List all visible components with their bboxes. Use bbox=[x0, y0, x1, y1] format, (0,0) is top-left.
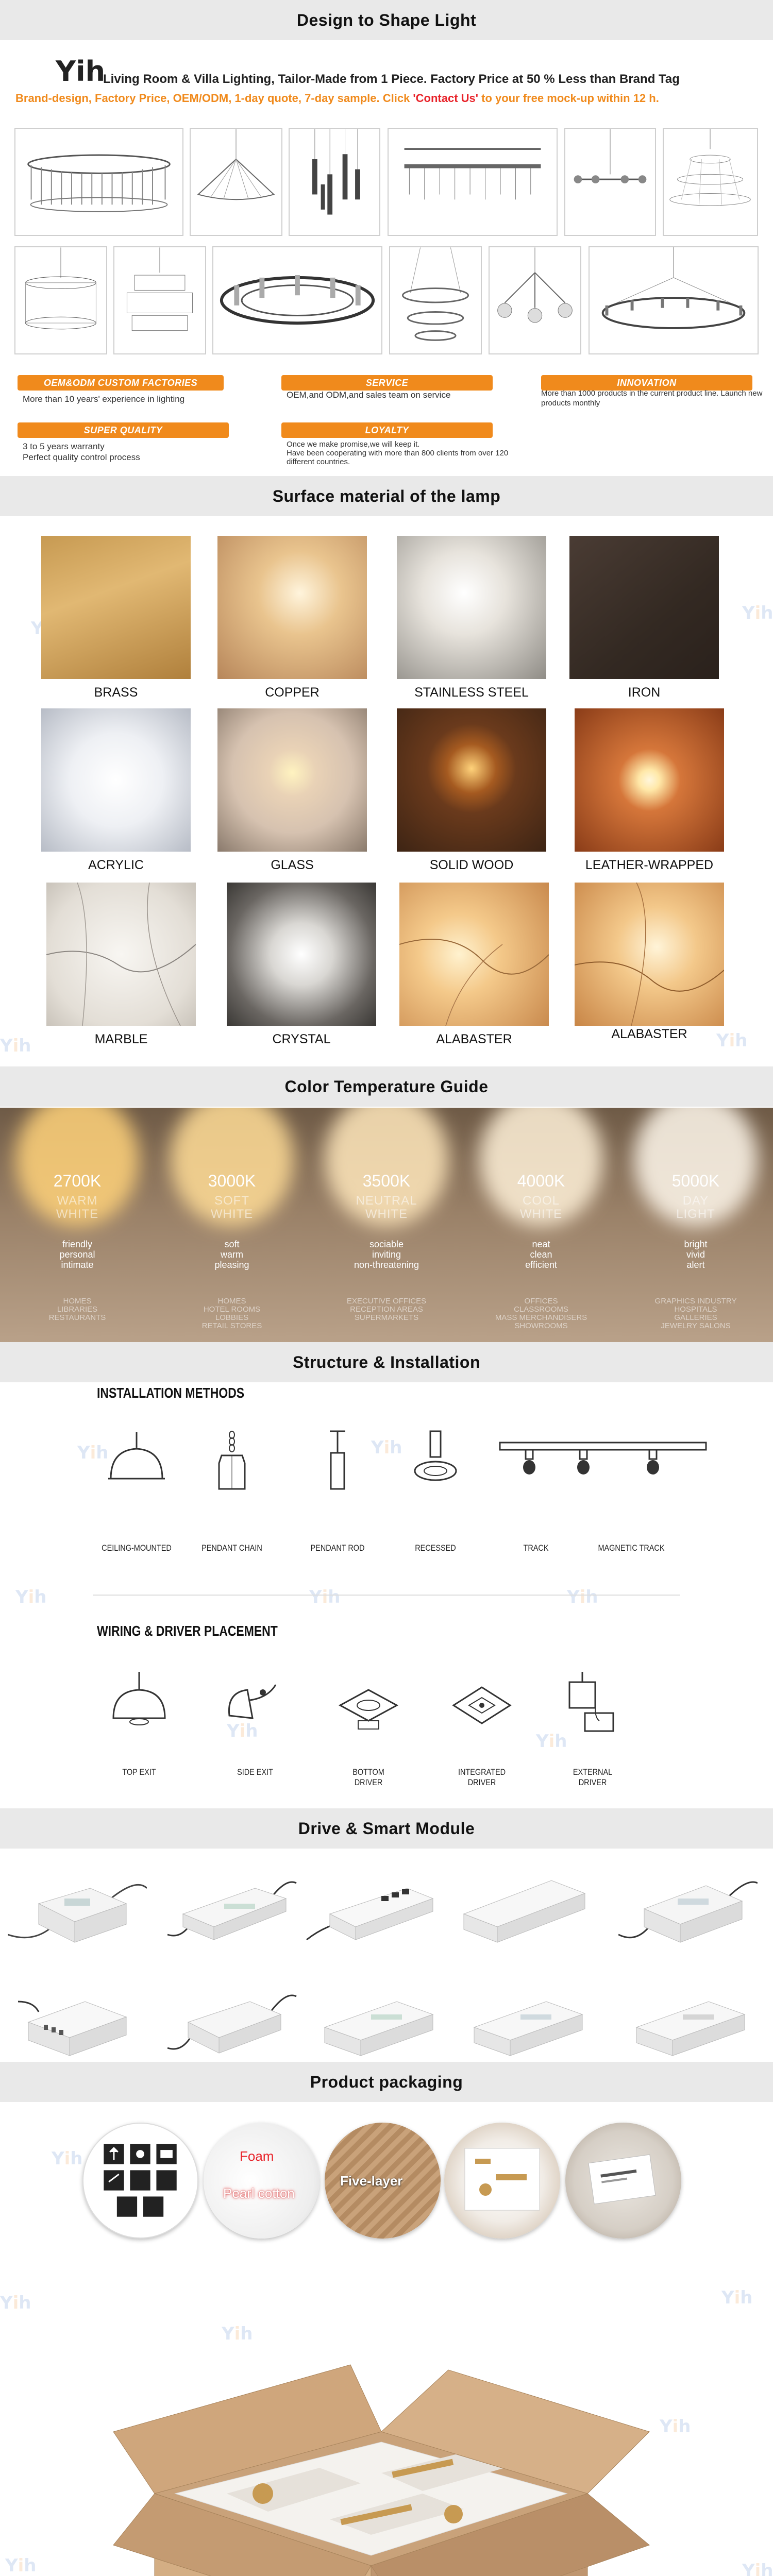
watermark-logo: Yih bbox=[52, 2148, 83, 2169]
temp-name: DAY LIGHT bbox=[676, 1194, 715, 1221]
driver-module-image bbox=[162, 1971, 301, 2074]
temp-name: WARM WHITE bbox=[56, 1194, 99, 1221]
wiring-title: WIRING & DRIVER PLACEMENT bbox=[97, 1623, 278, 1639]
feature-title-oem: OEM&ODM CUSTOM FACTORIES bbox=[18, 375, 224, 391]
driver-module-image bbox=[453, 1857, 593, 1960]
temp-feel: friendly personal intimate bbox=[59, 1239, 95, 1270]
feature-text-service: OEM,and ODM,and sales team on service bbox=[287, 390, 451, 400]
material-label: ALABASTER bbox=[436, 1032, 512, 1046]
section-structure-header bbox=[0, 1342, 773, 1382]
temp-column bbox=[155, 1108, 309, 1342]
temp-name: SOFT WHITE bbox=[210, 1194, 254, 1221]
section-title: Product packaging bbox=[310, 2072, 463, 2091]
packaging-box-image bbox=[93, 2277, 680, 2576]
feature-text-innovation: More than 1000 products in the current product line. Launch new products monthly bbox=[541, 389, 763, 408]
driver-module-image bbox=[304, 1971, 443, 2074]
section-title: Surface material of the lamp bbox=[272, 486, 501, 505]
driver-module-image bbox=[8, 1857, 147, 1960]
temp-name: NEUTRAL WHITE bbox=[356, 1194, 417, 1221]
watermark-logo: Y bbox=[31, 618, 44, 639]
subline-b: to your free mock-up within 12 h. bbox=[478, 92, 659, 105]
section-title: Drive & Smart Module bbox=[298, 1819, 475, 1838]
packaging-manual-circle bbox=[565, 2123, 681, 2239]
install-label: MAGNETIC TRACK bbox=[598, 1543, 665, 1553]
watermark-logo: Yih bbox=[742, 2561, 773, 2576]
chandelier-thumb-wagon bbox=[212, 246, 382, 354]
chandelier-thumb-large-ring bbox=[589, 246, 759, 354]
chandelier-thumb-umbrella bbox=[190, 128, 282, 236]
material-label: SOLID WOOD bbox=[429, 858, 514, 872]
material-label: LEATHER-WRAPPED bbox=[585, 858, 714, 872]
chandelier-thumb-tiered bbox=[113, 246, 206, 354]
pearl-cotton-label: Pearl cotton bbox=[223, 2185, 295, 2201]
feature-text-oem: More than 10 years' experience in lighting bbox=[23, 394, 185, 404]
wiring-label: INTEGRATED DRIVER bbox=[458, 1767, 506, 1787]
headline: Living Room & Villa Lighting, Tailor-Made from 1 Piece. Factory Price at 50 % Less than Brand Tag bbox=[103, 72, 680, 86]
brand-logo bbox=[56, 55, 106, 88]
subheadline bbox=[15, 92, 758, 105]
temp-column bbox=[0, 1108, 155, 1342]
material-alabaster-swatch bbox=[399, 883, 549, 1026]
section-drive-header bbox=[0, 1808, 773, 1849]
feature-text-loyalty: Once we make promise,we will keep it. Have been cooperating with more than 800 clients from over 120 different countries. bbox=[287, 440, 509, 466]
watermark-logo: Yih bbox=[660, 2416, 691, 2437]
install-label: CEILING-MOUNTED bbox=[102, 1543, 172, 1553]
material-label: ACRYLIC bbox=[88, 858, 144, 872]
section-surface-header bbox=[0, 476, 773, 516]
watermark-logo: Yih bbox=[309, 1587, 341, 1607]
material-label: MARBLE bbox=[94, 1032, 148, 1046]
temp-kelvin: 5000K bbox=[671, 1172, 720, 1190]
driver-module-image bbox=[616, 1971, 755, 2074]
packaging-labels-circle bbox=[82, 2123, 198, 2239]
temp-feel: bright vivid alert bbox=[684, 1239, 708, 1270]
logo-text: Yih bbox=[56, 55, 106, 88]
watermark-logo: Yih bbox=[15, 1587, 47, 1607]
material-glass-swatch bbox=[217, 708, 367, 852]
feature-title-service: SERVICE bbox=[281, 375, 493, 391]
material-label: BRASS bbox=[94, 685, 138, 700]
install-label: PENDANT ROD bbox=[310, 1543, 365, 1553]
packaging-cardboard-circle bbox=[325, 2123, 441, 2239]
top-exit-icon bbox=[100, 1669, 178, 1747]
foam-label: Foam bbox=[240, 2148, 274, 2164]
installation-title: INSTALLATION METHODS bbox=[97, 1385, 245, 1401]
material-copper-swatch bbox=[217, 536, 367, 679]
external-driver-icon bbox=[554, 1669, 631, 1747]
material-label: CRYSTAL bbox=[272, 1032, 331, 1046]
wiring-label: SIDE EXIT bbox=[237, 1767, 273, 1777]
pendant-rod-icon bbox=[299, 1427, 376, 1504]
driver-module-image bbox=[304, 1857, 443, 1960]
track-icon bbox=[495, 1437, 711, 1484]
section-title: Structure & Installation bbox=[292, 1352, 481, 1371]
watermark-logo: Yih bbox=[5, 2555, 37, 2576]
subline-a: Brand-design, Factory Price, OEM/ODM, 1-day quote, 7-day sample. Click bbox=[15, 92, 413, 105]
material-crystal-swatch bbox=[227, 883, 376, 1026]
material-brass-swatch bbox=[41, 536, 191, 679]
temp-use: HOMES LIBRARIES RESTAURANTS bbox=[48, 1297, 106, 1322]
temp-kelvin: 4000K bbox=[517, 1172, 565, 1190]
material-leather-swatch bbox=[575, 708, 724, 852]
temp-use: HOMES HOTEL ROOMS LOBBIES RETAIL STORES bbox=[201, 1297, 262, 1330]
watermark-logo: Yih bbox=[721, 2287, 753, 2308]
temp-kelvin: 3500K bbox=[362, 1172, 411, 1190]
side-exit-icon bbox=[216, 1669, 294, 1747]
section-packaging-header bbox=[0, 2062, 773, 2102]
material-label: ALABASTER bbox=[611, 1027, 687, 1041]
watermark-logo: Yih bbox=[222, 2324, 253, 2344]
watermark-logo: Yih bbox=[371, 1437, 402, 1458]
material-label: GLASS bbox=[271, 858, 314, 872]
temp-use: EXECUTIVE OFFICES RECEPTION AREAS SUPERMARKETS bbox=[346, 1297, 427, 1322]
watermark-logo: Yih bbox=[77, 1443, 109, 1463]
pendant-chain-icon bbox=[193, 1427, 271, 1504]
temp-column bbox=[464, 1108, 618, 1342]
driver-module-image bbox=[618, 1857, 758, 1960]
chandelier-thumb-sputnik bbox=[564, 128, 656, 236]
integrated-driver-icon bbox=[443, 1669, 520, 1747]
feature-title-loyalty: LOYALTY bbox=[281, 422, 493, 438]
feature-title-innovation: INNOVATION bbox=[541, 375, 752, 391]
temp-column bbox=[618, 1108, 773, 1342]
temp-kelvin: 2700K bbox=[53, 1172, 102, 1190]
driver-module-image bbox=[8, 1971, 147, 2074]
material-iron-swatch bbox=[569, 536, 719, 679]
packaging-insert-circle bbox=[444, 2123, 560, 2239]
feature-text-quality: 3 to 5 years warranty Perfect quality control process bbox=[23, 442, 140, 462]
temp-use: OFFICES CLASSROOMS MASS MERCHANDISERS SHOWROOMS bbox=[495, 1297, 587, 1330]
chandelier-thumb-lantern bbox=[489, 246, 581, 354]
chandelier-thumb-drum bbox=[14, 246, 107, 354]
material-marble-swatch bbox=[46, 883, 196, 1026]
material-label: STAINLESS STEEL bbox=[414, 685, 529, 700]
watermark-logo: Yih bbox=[567, 1587, 598, 1607]
watermark-logo: Yih bbox=[227, 1721, 258, 1741]
temp-feel: sociable inviting non-threatening bbox=[354, 1239, 419, 1270]
temp-name: COOL WHITE bbox=[519, 1194, 563, 1221]
driver-module-image bbox=[459, 1971, 598, 2074]
five-layer-label: Five-layer bbox=[340, 2173, 403, 2189]
watermark-logo: Yih bbox=[536, 1731, 567, 1752]
material-label: IRON bbox=[628, 685, 661, 700]
install-label: RECESSED bbox=[415, 1543, 456, 1553]
bottom-driver-icon bbox=[330, 1669, 407, 1747]
packaging-foam-circle bbox=[204, 2123, 320, 2239]
material-stainless-swatch bbox=[397, 536, 546, 679]
watermark-logo: Yih bbox=[716, 1030, 748, 1051]
section-title: Design to Shape Light bbox=[296, 10, 477, 29]
color-temperature-panel bbox=[0, 1108, 773, 1342]
wiring-label: EXTERNAL DRIVER bbox=[573, 1767, 613, 1787]
material-acrylic-swatch bbox=[41, 708, 191, 852]
chandelier-thumb-rings bbox=[389, 246, 482, 354]
material-alabaster-swatch-2 bbox=[575, 883, 724, 1026]
temp-feel: soft warm pleasing bbox=[214, 1239, 249, 1270]
material-wood-swatch bbox=[397, 708, 546, 852]
chandelier-thumb-crystal-tier bbox=[663, 128, 758, 236]
temp-kelvin: 3000K bbox=[208, 1172, 256, 1190]
watermark-logo: Yih bbox=[0, 1036, 31, 1056]
install-label: TRACK bbox=[523, 1543, 549, 1553]
section-title: Color Temperature Guide bbox=[284, 1077, 489, 1096]
driver-module-image bbox=[162, 1857, 301, 1960]
temp-use: GRAPHICS INDUSTRY HOSPITALS GALLERIES JEWELRY SALONS bbox=[654, 1297, 737, 1330]
recessed-icon bbox=[397, 1427, 474, 1504]
temp-feel: neat clean efficient bbox=[525, 1239, 557, 1270]
chandelier-thumb-tubes bbox=[289, 128, 380, 236]
section-color-temp-header bbox=[0, 1066, 773, 1107]
wiring-label: BOTTOM DRIVER bbox=[352, 1767, 384, 1787]
divider bbox=[93, 1595, 680, 1596]
chandelier-thumb-linear bbox=[388, 128, 558, 236]
material-label: COPPER bbox=[265, 685, 320, 700]
contact-us-link[interactable]: 'Contact Us' bbox=[413, 92, 479, 105]
section-design-header bbox=[0, 0, 773, 40]
temp-column bbox=[309, 1108, 464, 1342]
ceiling-mounted-icon bbox=[98, 1427, 175, 1504]
chandelier-thumb-ring bbox=[14, 128, 183, 236]
watermark-logo: Yih bbox=[0, 2293, 31, 2313]
watermark-logo: Yih bbox=[742, 603, 773, 623]
install-label: PENDANT CHAIN bbox=[201, 1543, 262, 1553]
feature-title-quality: SUPER QUALITY bbox=[18, 422, 229, 438]
wiring-label: TOP EXIT bbox=[122, 1767, 156, 1777]
